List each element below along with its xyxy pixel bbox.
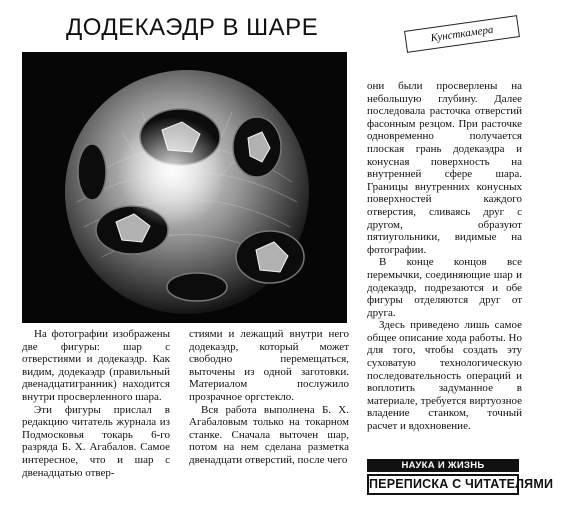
article-column-2 [189, 328, 349, 467]
paragraph: Здесь приведено лишь самое общее описание хода работы. Но для того, чтобы создать эту суховатую технологическую последовательность операций и воплотить задуманное в материале, требуется виртуозное владение станком, точный расчет и вдохновение. [367, 319, 522, 433]
paragraph: На фотографии изображены две фигуры: шар с отверстиями и додекаэдр. Как видим, додекаэдр (правильный двенадцатигранник) находится внутри просверленного шара. [22, 328, 170, 403]
paragraph: Эти фигуры прислал в редакцию читатель журнала из Подмосковья токарь 6-го разряда Б. Х. Агабалов. Самое интересное, что и шар с двенадцатью отвер- [22, 403, 170, 479]
photo-illustration [22, 52, 347, 323]
section-stamp: Кунсткамера [404, 15, 520, 53]
paragraph: они были просверлены на небольшую глубину. Далее последовала расточка отверстий фасонным резцом. При расточке одновременно получается плоская грань додекаэдра и конусная поверхность на внутренней сфере шара. Границы внутренних конусных поверхностей каждого отверстия, сливаясь друг с другом, образуют пятиугольники, видимые на фотографии. [367, 80, 522, 256]
article-column-3 [367, 80, 522, 433]
article-column-1 [22, 328, 170, 479]
paragraph: Вся работа выполнена Б. Х. Агабаловым только на токарном станке. Сначала выточен шар, потом на нем сделана разметка двенадцати отверстий, после чего [189, 403, 349, 466]
article-title: ДОДЕКАЭДР В ШАРЕ [66, 14, 319, 41]
magazine-name: НАУКА И ЖИЗНЬ [367, 459, 519, 472]
paragraph: В конце концов все перемычки, соединяющие шар и додекаэдр, подрезаются и обе фигуры отделяются друг от друга. [367, 256, 522, 319]
section-name: ПЕРЕПИСКА С ЧИТАТЕЛЯМИ [367, 474, 519, 495]
section-badge [367, 459, 554, 497]
ball-with-dodecahedron-photo [22, 52, 347, 323]
paragraph: стиями и лежащий внутри него додекаэдр, который может свободно перемещаться, выточены из одной заготовки. Материалом послужило прозрачное оргстекло. [189, 328, 349, 403]
